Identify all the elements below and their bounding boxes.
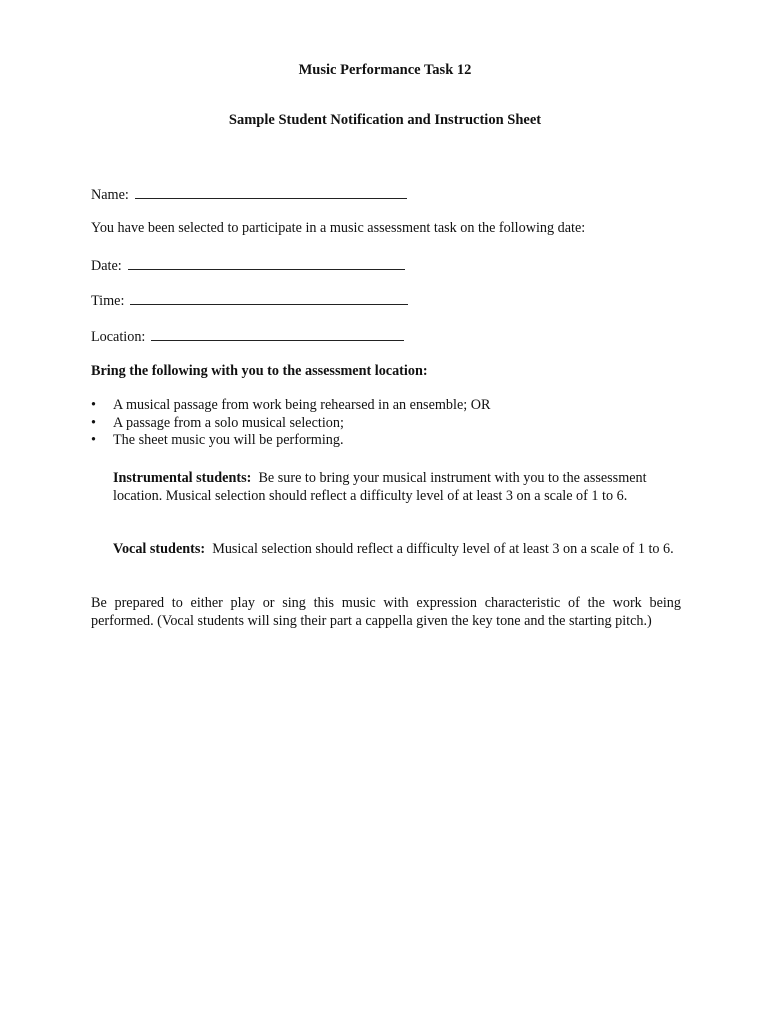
time-field — [91, 290, 408, 310]
name-field — [91, 184, 407, 204]
bullet-icon: • — [91, 397, 96, 413]
vocal-text: Musical selection should reflect a difficulty level of at least 3 on a scale of 1 to 6. — [212, 541, 674, 557]
page-title: Music Performance Task 12 — [298, 62, 472, 78]
page-subtitle: Sample Student Notification and Instruction Sheet — [228, 112, 542, 128]
name-blank-line[interactable] — [135, 184, 407, 199]
closing-paragraph: Be prepared to either play or sing this music with expression characteristic of the work being performed. (Vocal students will sing their part a cappella given the key tone and the starting pitch.) — [91, 595, 681, 629]
location-field — [91, 326, 404, 346]
list-item-text: A passage from a solo musical selection; — [113, 414, 344, 431]
location-label: Location: — [91, 329, 146, 345]
vocal-label: Vocal students: — [113, 541, 206, 557]
time-label: Time: — [91, 293, 125, 309]
vocal-note — [113, 540, 681, 558]
list-item — [91, 397, 681, 415]
bring-heading: Bring the following with you to the assessment location: — [91, 363, 428, 379]
list-item-text: The sheet music you will be performing. — [113, 432, 344, 448]
instrumental-note — [113, 469, 681, 505]
time-blank-line[interactable] — [130, 290, 408, 305]
instrumental-label: Instrumental students: — [113, 470, 252, 486]
bullet-icon: • — [91, 414, 96, 431]
list-item-text: A musical passage from work being rehearsed in an ensemble; OR — [113, 397, 491, 413]
list-item — [91, 432, 681, 450]
date-label: Date: — [91, 258, 122, 274]
instrumental-text: Be sure to bring your musical instrument with you to the assessment location. Musical selection should reflect a difficulty level of at least 3 on a scale of 1 to 6. — [113, 470, 647, 504]
location-blank-line[interactable] — [151, 326, 404, 341]
date-blank-line[interactable] — [128, 255, 405, 270]
name-label: Name: — [91, 187, 129, 203]
list-item — [91, 415, 681, 433]
date-field — [91, 255, 405, 275]
bring-list — [91, 397, 681, 450]
bullet-icon: • — [91, 432, 96, 448]
intro-text: You have been selected to participate in a music assessment task on the following date: — [91, 220, 586, 236]
